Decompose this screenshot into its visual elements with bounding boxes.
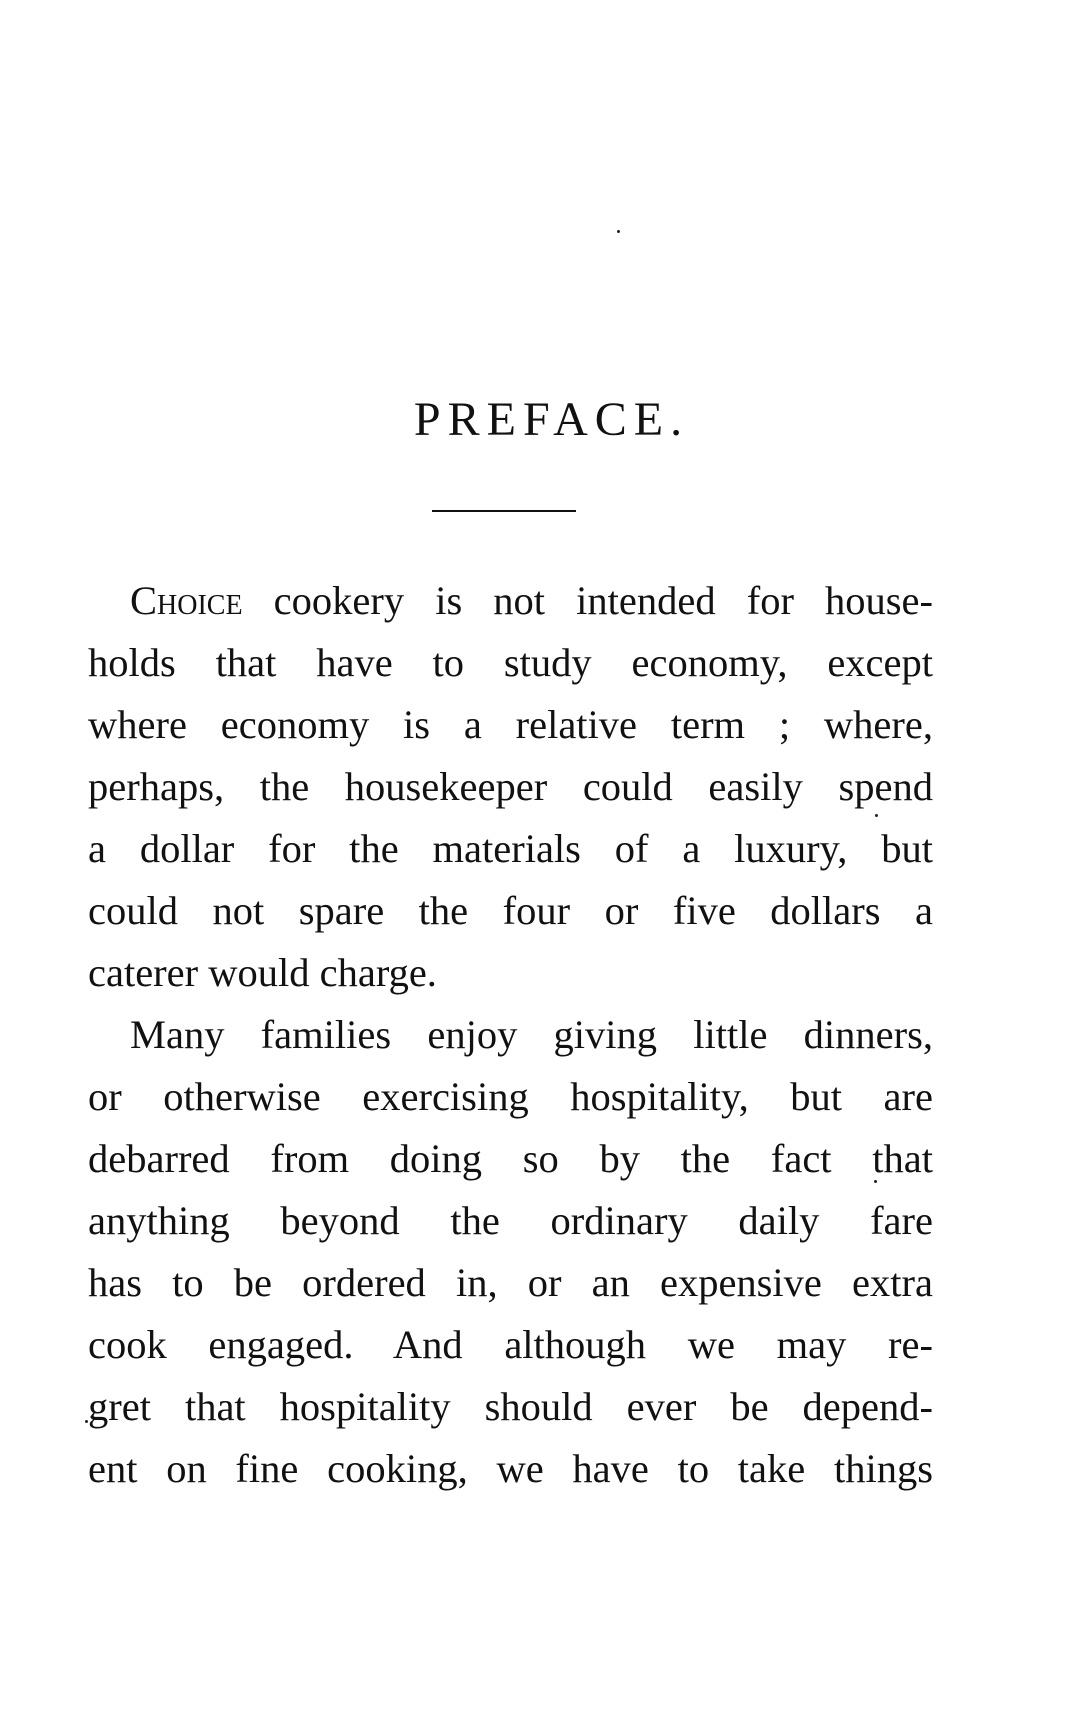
text-line: ent on fine cooking, we have to take things	[88, 1446, 933, 1491]
text-line: gret that hospitality should ever be depend-	[88, 1384, 933, 1429]
text-line: could not spare the four or five dollars a	[88, 888, 933, 933]
text-line: a dollar for the materials of a luxury, but	[88, 826, 933, 871]
text-line: cook engaged. And although we may re-	[88, 1322, 933, 1367]
print-speck	[617, 230, 620, 233]
preface-body	[88, 570, 933, 1500]
paragraph-2	[88, 1004, 933, 1500]
title-divider	[432, 510, 576, 512]
text-line: has to be ordered in, or an expensive extra	[88, 1260, 933, 1305]
paragraph-1	[88, 570, 933, 1004]
text-line: holds that have to study economy, except	[88, 640, 933, 685]
text-line: or otherwise exercising hospitality, but are	[88, 1074, 933, 1119]
text-line: debarred from doing so by the fact that	[88, 1136, 933, 1181]
page-title: PREFACE.	[413, 393, 690, 446]
text-line: Choice cookery is not intended for house-	[130, 578, 933, 623]
text-line: anything beyond the ordinary daily fare	[88, 1198, 933, 1243]
text-line: Many families enjoy giving little dinners,	[130, 1012, 933, 1057]
text-line: perhaps, the housekeeper could easily spend	[88, 764, 933, 809]
lead-word: Choice	[130, 578, 243, 623]
text-line: caterer would charge.	[88, 950, 437, 995]
text-line: where economy is a relative term ; where,	[88, 702, 933, 747]
